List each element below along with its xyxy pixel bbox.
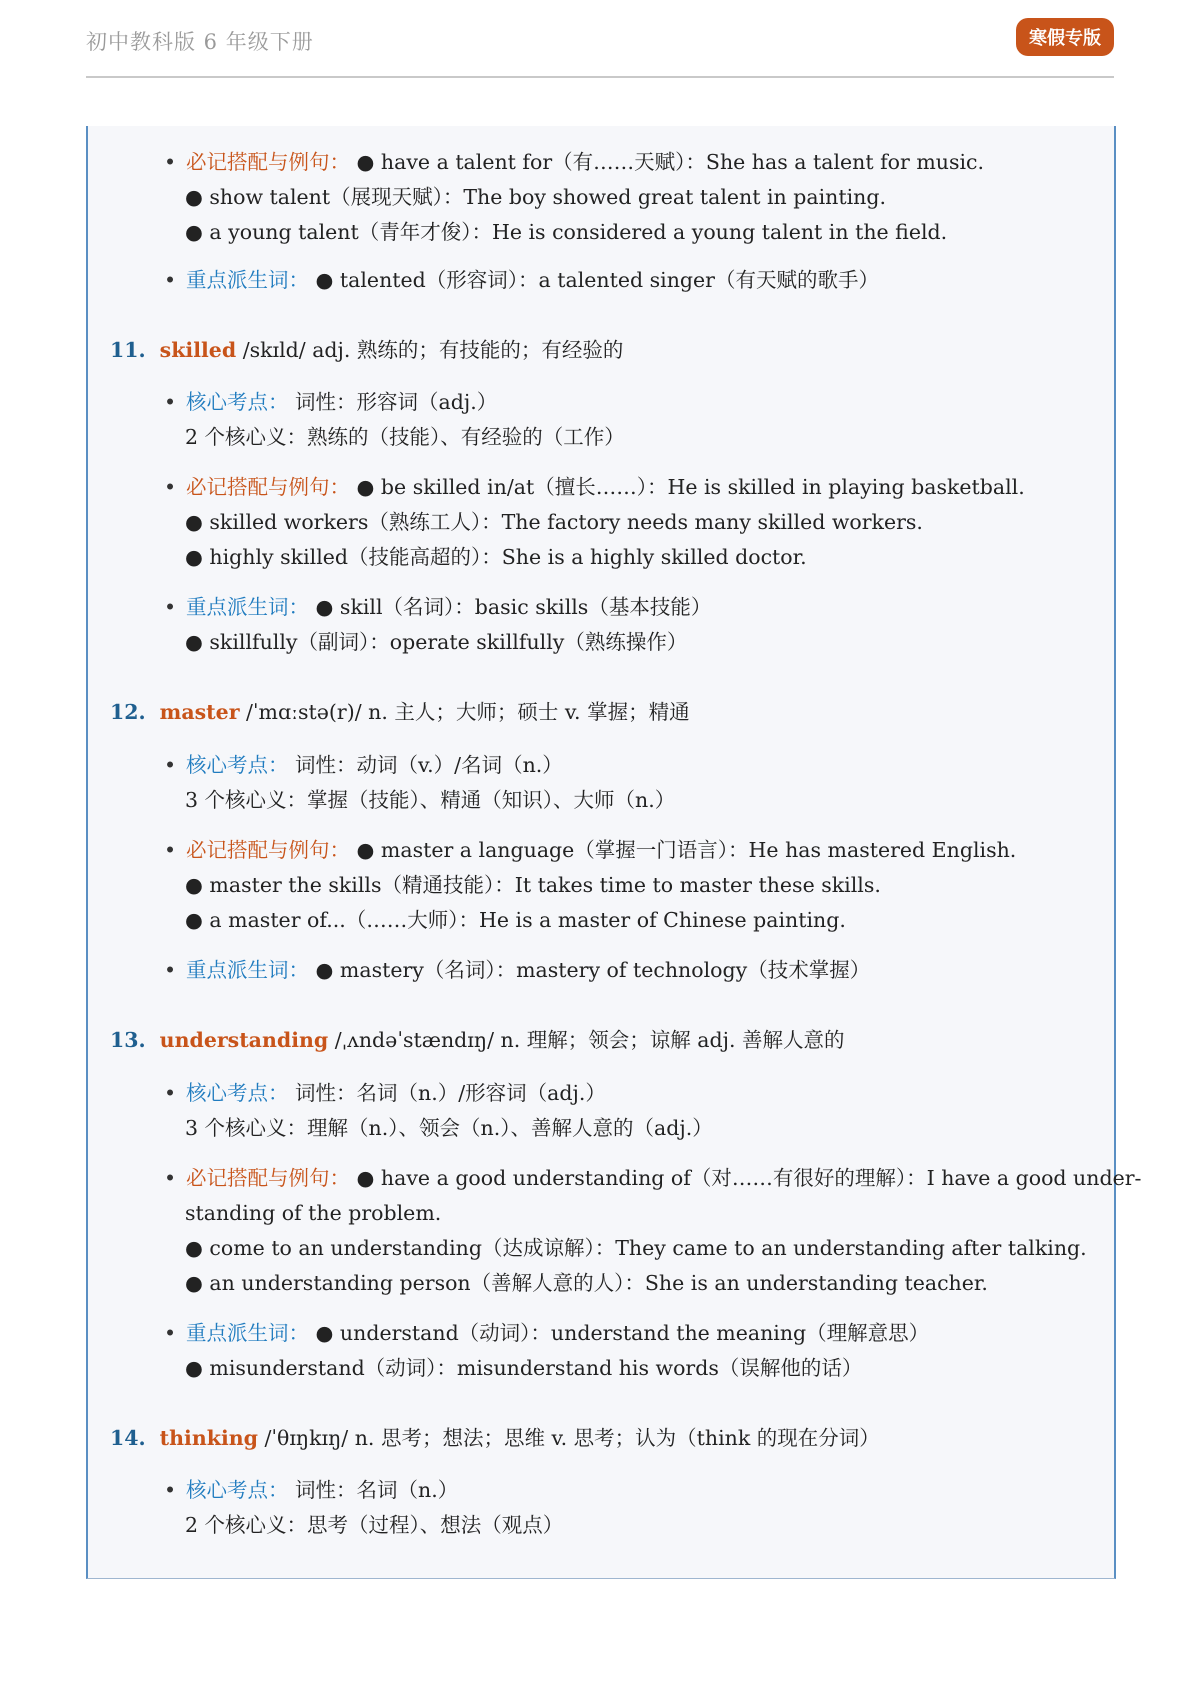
bullet-icon: •: [164, 958, 177, 982]
line-text: 3 个核心义：理解（n.）、领会（n.）、善解人意的（adj.）: [185, 1116, 713, 1140]
entry-number: 11.: [110, 338, 146, 362]
detail-line: [185, 786, 675, 814]
detail-line: [185, 218, 947, 246]
line-text: ● mastery（名词）：mastery of technology（技术掌握）: [309, 958, 871, 982]
section-tag: 重点派生词：: [186, 1321, 309, 1345]
line-text: ● have a talent for（有……天赋）：She has a talent for music.: [350, 150, 985, 174]
section-line: [164, 1079, 606, 1107]
line-text: 词性：名词（n.）/形容词（adj.）: [288, 1081, 606, 1105]
section-line: [164, 751, 563, 779]
section-tag: 重点派生词：: [186, 958, 309, 982]
detail-line: [185, 183, 886, 211]
section-line: [164, 473, 1025, 501]
line-text: ● master the skills（精通技能）：It takes time to master these skills.: [185, 873, 881, 897]
detail-line: [185, 1511, 563, 1539]
section-tag: 必记搭配与例句：: [186, 475, 350, 499]
line-text: /ˈmɑːstə(r)/ n. 主人；大师；硕士 v. 掌握；精通: [239, 700, 690, 724]
entry-word: skilled: [159, 338, 237, 362]
line-text: ● come to an understanding（达成谅解）：They came to an understanding after talking.: [185, 1236, 1087, 1260]
line-text: ● be skilled in/at（擅长……）：He is skilled in playing basketball.: [350, 475, 1025, 499]
line-text: ● highly skilled（技能高超的）：She is a highly skilled doctor.: [185, 545, 807, 569]
bullet-icon: •: [164, 1478, 177, 1502]
line-text: ● a master of...（……大师）：He is a master of Chinese painting.: [185, 908, 846, 932]
section-line: [164, 266, 879, 294]
vocabulary-panel: [86, 126, 1142, 1579]
detail-line: [185, 508, 923, 536]
line-text: ● master a language（掌握一门语言）：He has mastered English.: [350, 838, 1017, 862]
section-line: [164, 836, 1016, 864]
page-header: [86, 18, 1114, 78]
line-text: ● skill（名词）：basic skills（基本技能）: [309, 595, 712, 619]
entry-word: master: [159, 700, 240, 724]
entry-word: understanding: [159, 1028, 329, 1052]
line-text: ● skilled workers（熟练工人）：The factory needs many skilled workers.: [185, 510, 923, 534]
bullet-icon: •: [164, 150, 177, 174]
line-text: 词性：名词（n.）: [288, 1478, 459, 1502]
entry-heading: [110, 698, 690, 726]
line-text: ● understand（动词）：understand the meaning（理解意思）: [309, 1321, 930, 1345]
detail-line: [185, 1199, 441, 1227]
line-text: ● show talent（展现天赋）：The boy showed great talent in painting.: [185, 185, 886, 209]
bullet-icon: •: [164, 595, 177, 619]
section-tag: 核心考点：: [186, 1081, 289, 1105]
detail-line: [185, 543, 807, 571]
line-text: ● skillfully（副词）：operate skillfully（熟练操作）: [185, 630, 688, 654]
entry-heading: [110, 1026, 844, 1054]
bullet-icon: •: [164, 838, 177, 862]
line-text: 3 个核心义：掌握（技能）、精通（知识）、大师（n.）: [185, 788, 676, 812]
line-text: 词性：动词（v.）/名词（n.）: [288, 753, 563, 777]
section-line: [164, 1164, 1141, 1192]
detail-line: [185, 628, 687, 656]
section-line: [164, 388, 497, 416]
section-tag: 必记搭配与例句：: [186, 1166, 350, 1190]
bullet-icon: •: [164, 753, 177, 777]
bullet-icon: •: [164, 475, 177, 499]
bullet-icon: •: [164, 1166, 177, 1190]
line-text: 词性：形容词（adj.）: [288, 390, 498, 414]
entry-number: 13.: [110, 1028, 146, 1052]
entry-word: thinking: [159, 1426, 258, 1450]
detail-line: [185, 871, 881, 899]
line-text: ● talented（形容词）：a talented singer（有天赋的歌手）: [309, 268, 879, 292]
section-tag: 重点派生词：: [186, 268, 309, 292]
entry-heading: [110, 1424, 880, 1452]
line-text: ● an understanding person（善解人意的人）：She is an understanding teacher.: [185, 1271, 988, 1295]
bullet-icon: •: [164, 268, 177, 292]
line-text: /ˈθɪŋkɪŋ/ n. 思考；想法；思维 v. 思考；认为（think 的现在分词）: [257, 1426, 880, 1450]
section-tag: 核心考点：: [186, 1478, 289, 1502]
line-text: 2 个核心义：熟练的（技能）、有经验的（工作）: [185, 425, 625, 449]
section-line: [164, 956, 870, 984]
bullet-icon: •: [164, 1321, 177, 1345]
bullet-icon: •: [164, 390, 177, 414]
section-line: [164, 593, 711, 621]
detail-line: [185, 1114, 713, 1142]
line-text: ● have a good understanding of（对……有很好的理解）：I have a good under-: [350, 1166, 1142, 1190]
section-tag: 必记搭配与例句：: [186, 838, 350, 862]
line-text: ● misunderstand（动词）：misunderstand his words（误解他的话）: [185, 1356, 863, 1380]
line-text: standing of the problem.: [185, 1201, 442, 1225]
entry-heading: [110, 336, 623, 364]
section-tag: 必记搭配与例句：: [186, 150, 350, 174]
detail-line: [185, 906, 846, 934]
edition-badge: 寒假专版: [1016, 18, 1114, 56]
line-text: ● a young talent（青年才俊）：He is considered a young talent in the field.: [185, 220, 948, 244]
header-title: 初中教科版 6 年级下册: [86, 30, 314, 54]
section-line: [164, 1319, 929, 1347]
detail-line: [185, 1269, 988, 1297]
line-text: 2 个核心义：思考（过程）、想法（观点）: [185, 1513, 564, 1537]
section-tag: 重点派生词：: [186, 595, 309, 619]
bullet-icon: •: [164, 1081, 177, 1105]
section-line: [164, 1476, 458, 1504]
entry-number: 12.: [110, 700, 146, 724]
detail-line: [185, 1234, 1087, 1262]
detail-line: [185, 1354, 862, 1382]
line-text: /ˌʌndəˈstændɪŋ/ n. 理解；领会；谅解 adj. 善解人意的: [328, 1028, 845, 1052]
section-line: [164, 148, 984, 176]
line-text: /skɪld/ adj. 熟练的；有技能的；有经验的: [236, 338, 624, 362]
entry-number: 14.: [110, 1426, 146, 1450]
section-tag: 核心考点：: [186, 390, 289, 414]
section-tag: 核心考点：: [186, 753, 289, 777]
detail-line: [185, 423, 625, 451]
